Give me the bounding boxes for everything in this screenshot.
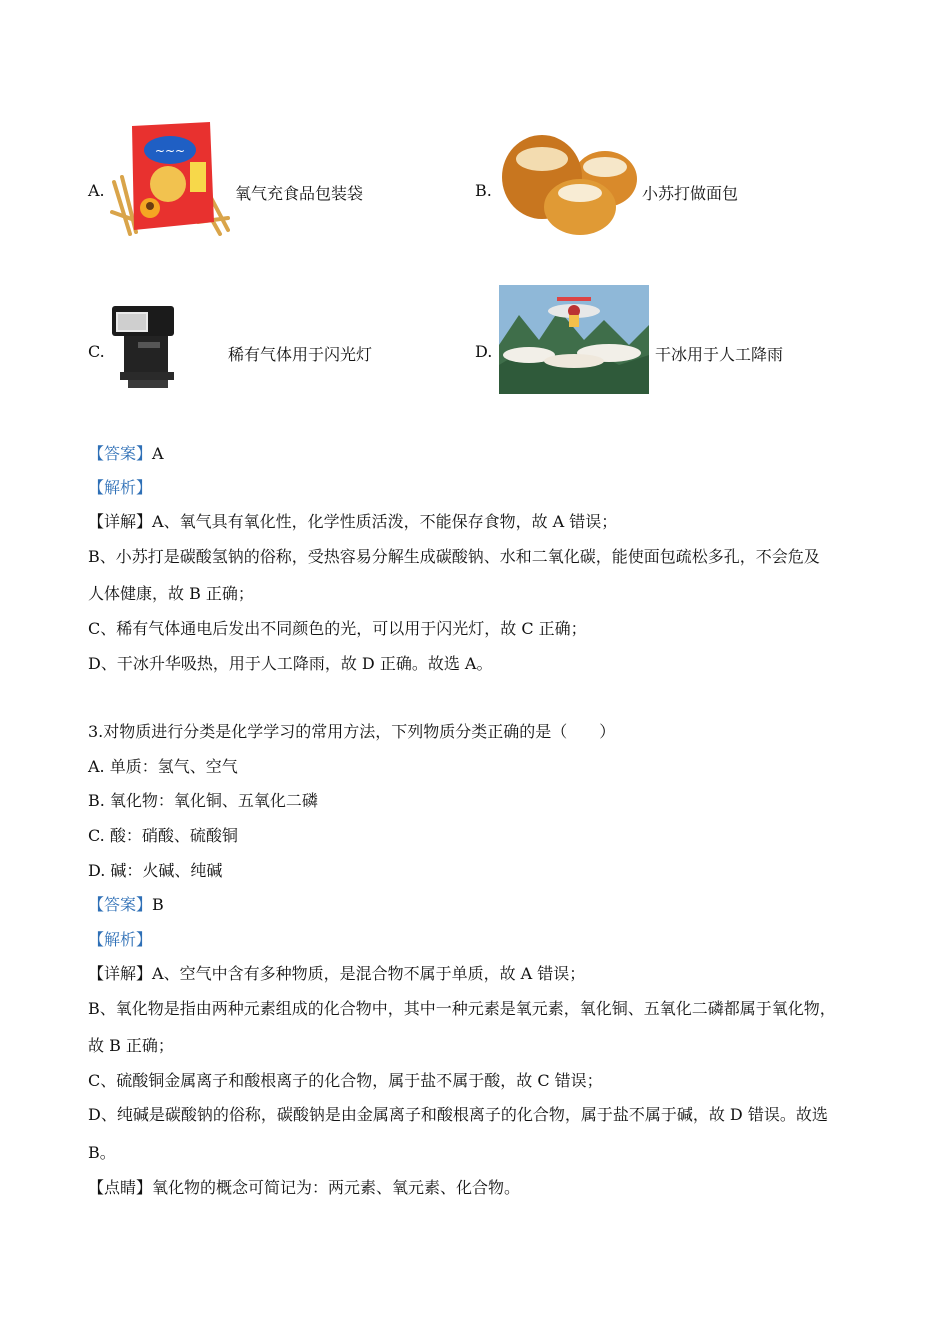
q2-detail-b2: 人体健康，故 B 正确； [88,584,254,603]
q2-detail-d: D、干冰升华吸热，用于人工降雨，故 D 正确。故选 A。 [88,654,493,673]
q3-option-a: A. 单质：氢气、空气 [88,757,238,776]
q3-stem: 3.对物质进行分类是化学学习的常用方法，下列物质分类正确的是（ ） [88,722,616,741]
option-d-text: 干冰用于人工降雨 [655,345,784,364]
detail-text: A、空气中含有多种物质，是混合物不属于单质，故 A 错误； [152,964,586,983]
option-a-letter: A. [88,181,105,200]
analysis-label: 【解析】 [88,478,153,497]
q3-detail-b1: B、氧化物是指由两种元素组成的化合物中，其中一种元素是氧元素，氧化铜、五氧化二磷都属于氧化物， [88,999,836,1018]
q3-detail-d1: D、纯碱是碳酸钠的俗称，碳酸钠是由金属离子和酸根离子的化合物，属于盐不属于碱，故 D 错误。故选 [88,1105,828,1124]
q3-detail-a [88,961,585,984]
q3-analysis [88,927,152,950]
airplane-cloud-image [499,285,649,394]
analysis-label: 【解析】 [88,930,153,949]
answer-label: 【答案】 [88,895,153,914]
q3-option-d: D. 碱：火碱、纯碱 [88,861,223,880]
detail-text: A、氧气具有氧化性，化学性质活泼，不能保存食物，故 A 错误； [152,512,618,531]
q3-option-b: B. 氧化物：氧化铜、五氧化二磷 [88,791,318,810]
bread-image [500,127,638,237]
q3-detail-d2: B。 [88,1143,116,1162]
option-c-letter: C. [88,342,105,361]
q2-detail-a [88,509,617,532]
answer-label: 【答案】 [88,444,153,463]
tip-label: 【点睛】 [88,1178,153,1197]
q3-answer [88,892,164,915]
option-b-text: 小苏打做面包 [642,184,739,203]
q2-analysis [88,475,152,498]
answer-value: A [152,444,164,463]
tip-text: 氧化物的概念可简记为：两元素、氧元素、化合物。 [152,1178,521,1197]
snack-package-image [110,122,230,236]
option-d-letter: D. [475,342,493,361]
q3-detail-b2: 故 B 正确； [88,1036,174,1055]
camera-flash-image [108,302,180,392]
q3-tip [88,1175,520,1198]
detail-label: 【详解】 [88,964,153,983]
answer-value: B [152,895,164,914]
q2-answer [88,441,164,464]
svg-text:~~~: ~~~ [154,144,186,158]
q3-detail-c: C、硫酸铜金属离子和酸根离子的化合物，属于盐不属于酸，故 C 错误； [88,1071,603,1090]
option-a-text: 氧气充食品包装袋 [235,184,364,203]
option-c-text: 稀有气体用于闪光灯 [228,345,373,364]
option-b-letter: B. [475,181,492,200]
detail-label: 【详解】 [88,512,153,531]
q2-detail-c: C、稀有气体通电后发出不同颜色的光，可以用于闪光灯，故 C 正确； [88,619,587,638]
q2-detail-b1: B、小苏打是碳酸氢钠的俗称，受热容易分解生成碳酸钠、水和二氧化碳，能使面包疏松多孔，不会危及 [88,547,820,566]
q3-option-c: C. 酸：硝酸、硫酸铜 [88,826,238,845]
